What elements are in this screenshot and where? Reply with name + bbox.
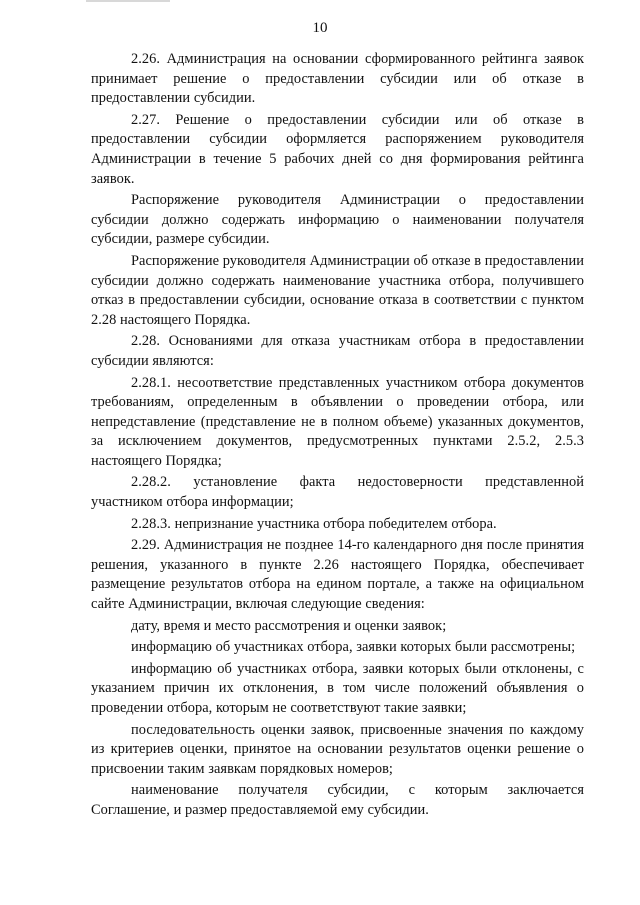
list-item-recipient-name: наименование получателя субсидии, с которым заключается Соглашение, и размер предоставляемой ему субсидии. [91, 782, 584, 818]
list-item-evaluation-sequence: последовательность оценки заявок, присвоенные значения по каждому из критериев оценки, принятое на основании результатов оценки решение о присвоении таким заявкам порядковых номеров; [91, 721, 584, 777]
list-item-date-time-place: дату, время и место рассмотрения и оценки заявок; [131, 617, 447, 634]
scan-edge-mark [86, 0, 170, 2]
document-body [91, 50, 584, 823]
paragraph-order-refusal: Распоряжение руководителя Администрации об отказе в предоставлении субсидии должно содержать наименование участника отбора, получившего отказ в предоставлении субсидии, основание отказа в соответствии с пунктом 2.28 настоящего Порядка. [91, 252, 584, 328]
paragraph-2-26: 2.26. Администрация на основании сформированного рейтинга заявок принимает решение о предоставлении субсидии или об отказе в предоставлении субсидии. [91, 51, 584, 107]
list-item-reviewed-participants: информацию об участниках отбора, заявки которых были рассмотрены; [131, 639, 576, 656]
paragraph-2-28: 2.28. Основаниями для отказа участникам отбора в предоставлении субсидии являются: [91, 333, 584, 369]
paragraph-order-grant: Распоряжение руководителя Администрации о предоставлении субсидии должно содержать информацию о наименовании получателя субсидии, размере субсидии. [91, 192, 584, 248]
paragraph-2-28-1: 2.28.1. несоответствие представленных участником отбора документов требованиям, определенным в объявлении о проведении отбора, или непредставление (представление не в полном объеме) указанных документов, за исключением документов, предусмотренных пунктами 2.5.2, 2.5.3 настоящего Порядка; [91, 374, 584, 469]
page-number: 10 [312, 20, 328, 36]
paragraph-2-29: 2.29. Администрация не позднее 14-го календарного дня после принятия решения, указанного в пункте 2.26 настоящего Порядка, обеспечивает размещение результатов отбора на едином портале, а также на официальном сайте Администрации, включая следующие сведения: [91, 537, 584, 613]
paragraph-2-28-3: 2.28.3. непризнание участника отбора победителем отбора. [131, 515, 497, 532]
list-item-rejected-participants: информацию об участниках отбора, заявки которых были отклонены, с указанием причин их отклонения, в том числе положений объявления о проведении отбора, которым не соответствуют такие заявки; [91, 660, 584, 716]
paragraph-2-28-2: 2.28.2. установление факта недостоверности представленной участником отбора информации; [91, 474, 584, 511]
paragraph-2-27: 2.27. Решение о предоставлении субсидии или об отказе в предоставлении субсидии оформляется распоряжением руководителя Администрации в течение 5 рабочих дней со дня формирования рейтинга заявок. [91, 111, 584, 187]
